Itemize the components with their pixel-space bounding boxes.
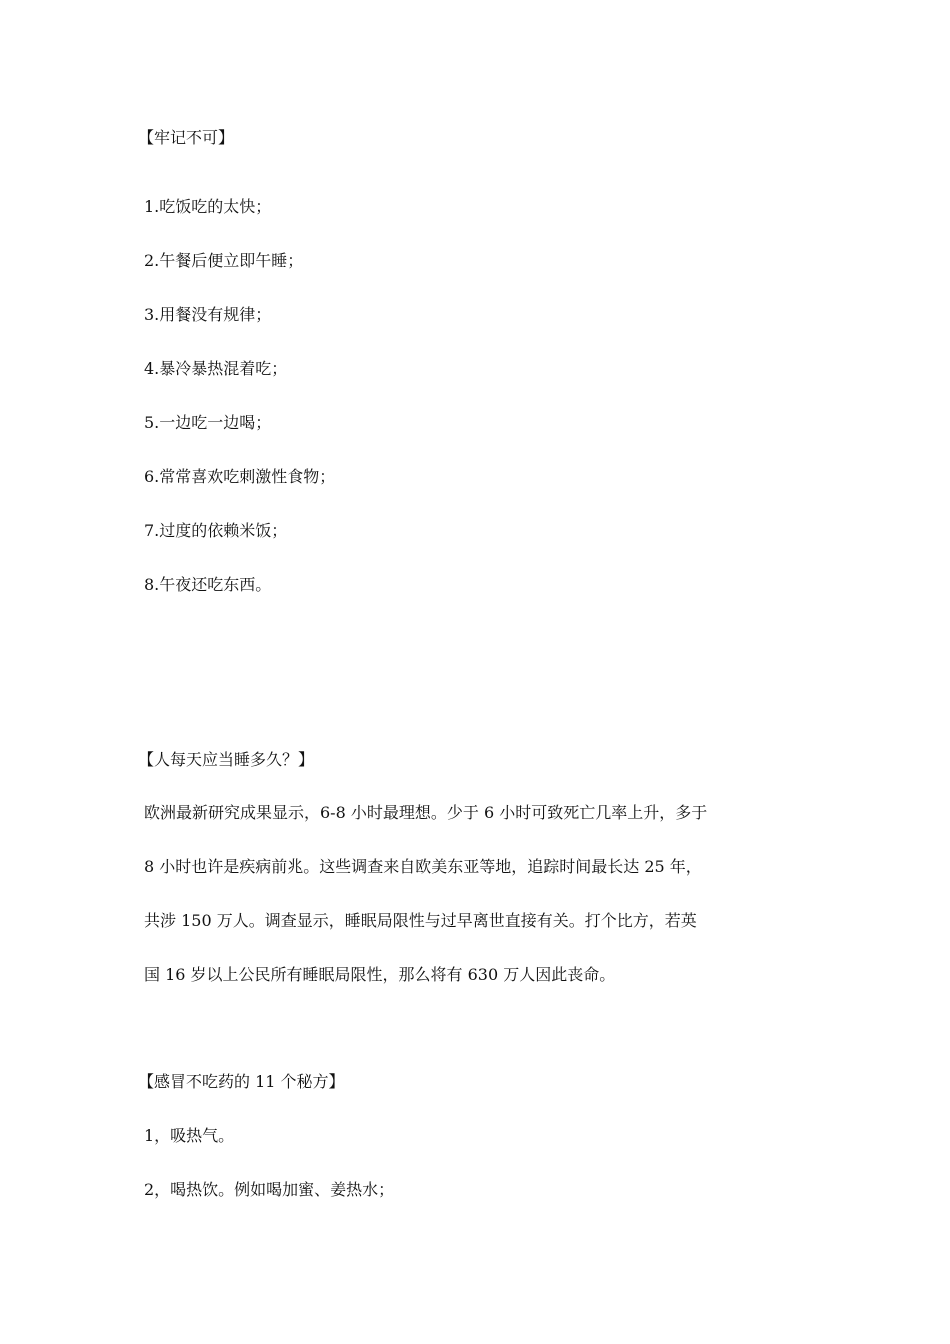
list-item: 4.暴冷暴热混着吃； <box>144 359 288 378</box>
list-item: 3.用餐没有规律； <box>144 305 272 324</box>
section-heading: 【牢记不可】 <box>138 128 235 147</box>
paragraph-line: 8 小时也许是疾病前兆。这些调查来自欧美东亚等地，追踪时间最长达 25 年， <box>144 857 702 876</box>
paragraph-line: 欧洲最新研究成果显示，6-8 小时最理想。少于 6 小时可致死亡几率上升，多于 <box>144 803 708 822</box>
list-item: 8.午夜还吃东西。 <box>144 575 272 594</box>
section-heading: 【人每天应当睡多久？】 <box>138 750 315 769</box>
paragraph-line: 国 16 岁以上公民所有睡眠局限性，那么将有 630 万人因此丧命。 <box>144 965 616 984</box>
list-item: 1.吃饭吃的太快； <box>144 197 272 216</box>
list-item: 7.过度的依赖米饭； <box>144 521 288 540</box>
list-item: 1，吸热气。 <box>144 1126 235 1145</box>
list-item: 2，喝热饮。例如喝加蜜、姜热水； <box>144 1180 395 1199</box>
section-heading: 【感冒不吃药的 11 个秘方】 <box>138 1072 345 1091</box>
list-item: 2.午餐后便立即午睡； <box>144 251 304 270</box>
paragraph-line: 共涉 150 万人。调查显示，睡眠局限性与过早离世直接有关。打个比方，若英 <box>144 911 697 930</box>
list-item: 5.一边吃一边喝； <box>144 413 272 432</box>
list-item: 6.常常喜欢吃刺激性食物； <box>144 467 336 486</box>
